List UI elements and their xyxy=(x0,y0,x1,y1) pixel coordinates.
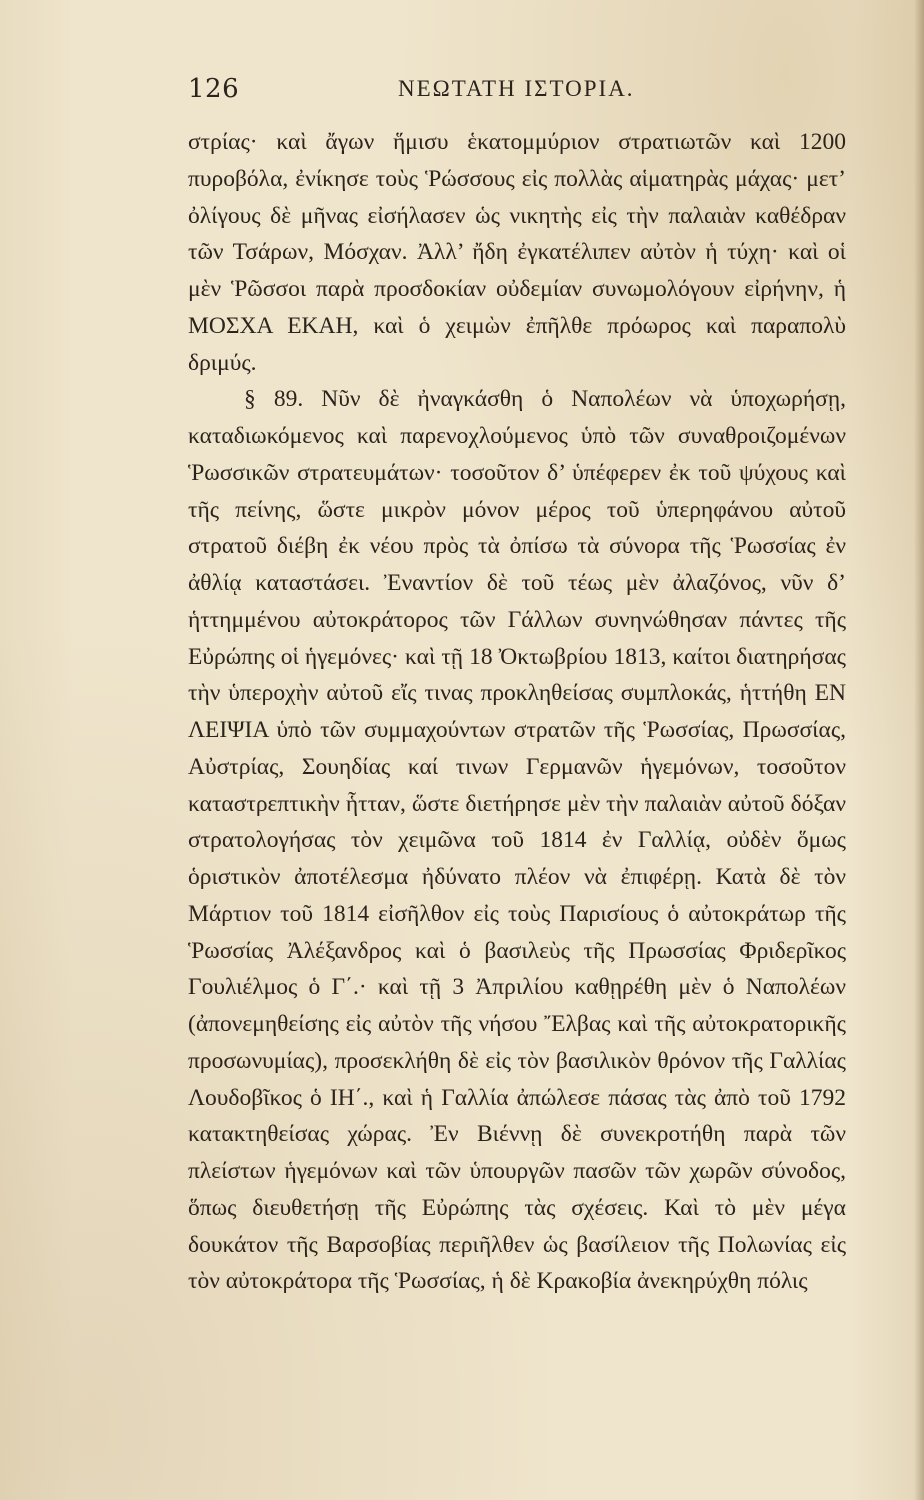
page-number: 126 xyxy=(188,74,240,104)
running-head xyxy=(188,74,848,114)
body-text xyxy=(188,124,846,1300)
running-title: ΝΕΩΤΑΤΗ ΙΣΤΟΡΙΑ. xyxy=(398,76,635,101)
page-edge-shadow xyxy=(914,0,924,1500)
paragraph-section-89: § 89. Νῦν δὲ ἠναγκάσθη ὁ Ναπολέων νὰ ὑποχωρήσῃ, καταδιωκόμενος καὶ παρενοχλούμενος ὑπὸ τῶν συναθροιζομένων Ῥωσσικῶν στρατευμάτων· τοσοῦτον δ’ ὑπέφερεν ἐκ τοῦ ψύχους καὶ τῆς πείνης, ὥστε μικρὸν μόνον μέρος τοῦ ὑπερηφάνου αὐτοῦ στρατοῦ διέβη ἐκ νέου πρὸς τὰ ὀπίσω τὰ σύνορα τῆς Ῥωσσίας ἐν ἀθλίᾳ καταστάσει. Ἐναντίον δὲ τοῦ τέως μὲν ἀλαζόνος, νῦν δ’ ἡττημμένου αὐτοκράτορος τῶν Γάλλων συνηνώθησαν πάντες τῆς Εὐρώπης οἱ ἡγεμόνες· καὶ τῇ 18 Ὀκτωβρίου 1813, καίτοι διατηρήσας τὴν ὑπεροχὴν αὐτοῦ εἴς τινας προκληθείσας συμπλοκάς, ἡττήθη ΕΝ ΛΕΙΨΙΑ ὑπὸ τῶν συμμαχούντων στρατῶν τῆς Ῥωσσίας, Πρωσσίας, Αὐστρίας, Σουηδίας καί τινων Γερμανῶν ἡγεμόνων, τοσοῦτον καταστρεπτικὴν ἧτταν, ὥστε διετήρησε μὲν τὴν παλαιὰν αὐτοῦ δόξαν στρατολογήσας τὸν χειμῶνα τοῦ 1814 ἐν Γαλλίᾳ, οὐδὲν ὅμως ὁριστικὸν ἀποτέλεσμα ἠδύνατο πλέον νὰ ἐπιφέρῃ. Κατὰ δὲ τὸν Μάρτιον τοῦ 1814 εἰσῆλθον εἰς τοὺς Παρισίους ὁ αὐτοκράτωρ τῆς Ῥωσσίας Ἀλέξανδρος καὶ ὁ βασιλεὺς τῆς Πρωσσίας Φριδερῖκος Γουλιέλμος ὁ Γ΄.· καὶ τῇ 3 Ἀπριλίου καθῃρέθη μὲν ὁ Ναπολέων (ἀπονεμηθείσης εἰς αὐτὸν τῆς νήσου Ἔλβας καὶ τῆς αὐτοκρατορικῆς προσωνυμίας), προσεκλήθη δὲ εἰς τὸν βασιλικὸν θρόνον τῆς Γαλλίας Λουδοβῖκος ὁ ΙΗ΄., καὶ ἡ Γαλλία ἀπώλεσε πάσας τὰς ἀπὸ τοῦ 1792 κατακτηθείσας χώρας. Ἐν Βιέννῃ δὲ συνεκροτήθη παρὰ τῶν πλείστων ἡγεμόνων καὶ τῶν ὑπουργῶν πασῶν τῶν χωρῶν σύνοδος, ὅπως διευθετήσῃ τῆς Εὐρώπης τὰς σχέσεις. Καὶ τὸ μὲν μέγα δουκάτον τῆς Βαρσοβίας περιῆλθεν ὡς βασίλειον τῆς Πολωνίας εἰς τὸν αὐτοκράτορα τῆς Ῥωσσίας, ἡ δὲ Κρακοβία ἀνεκηρύχθη πόλις xyxy=(188,386,846,1295)
paragraph-continuation: στρίας· καὶ ἄγων ἥμισυ ἑκατομμύριον στρατιωτῶν καὶ 1200 πυροβόλα, ἐνίκησε τοὺς Ῥώσσους εἰς πολλὰς αἱματηρὰς μάχας· μετ’ ὀλίγους δὲ μῆνας εἰσήλασεν ὡς νικητὴς εἰς τὴν παλαιὰν καθέδραν τῶν Τσάρων, Μόσχαν. Ἀλλ’ ἤδη ἐγκατέλιπεν αὐτὸν ἡ τύχη· καὶ οἱ μὲν Ῥῶσσοι παρὰ προσδοκίαν οὐδεμίαν συνωμολόγουν εἰρήνην, ἡ ΜΟΣΧΑ ΕΚΑΗ, καὶ ὁ χειμὼν ἐπῆλθε πρόωρος καὶ παραπολὺ δριμύς. xyxy=(188,129,846,376)
